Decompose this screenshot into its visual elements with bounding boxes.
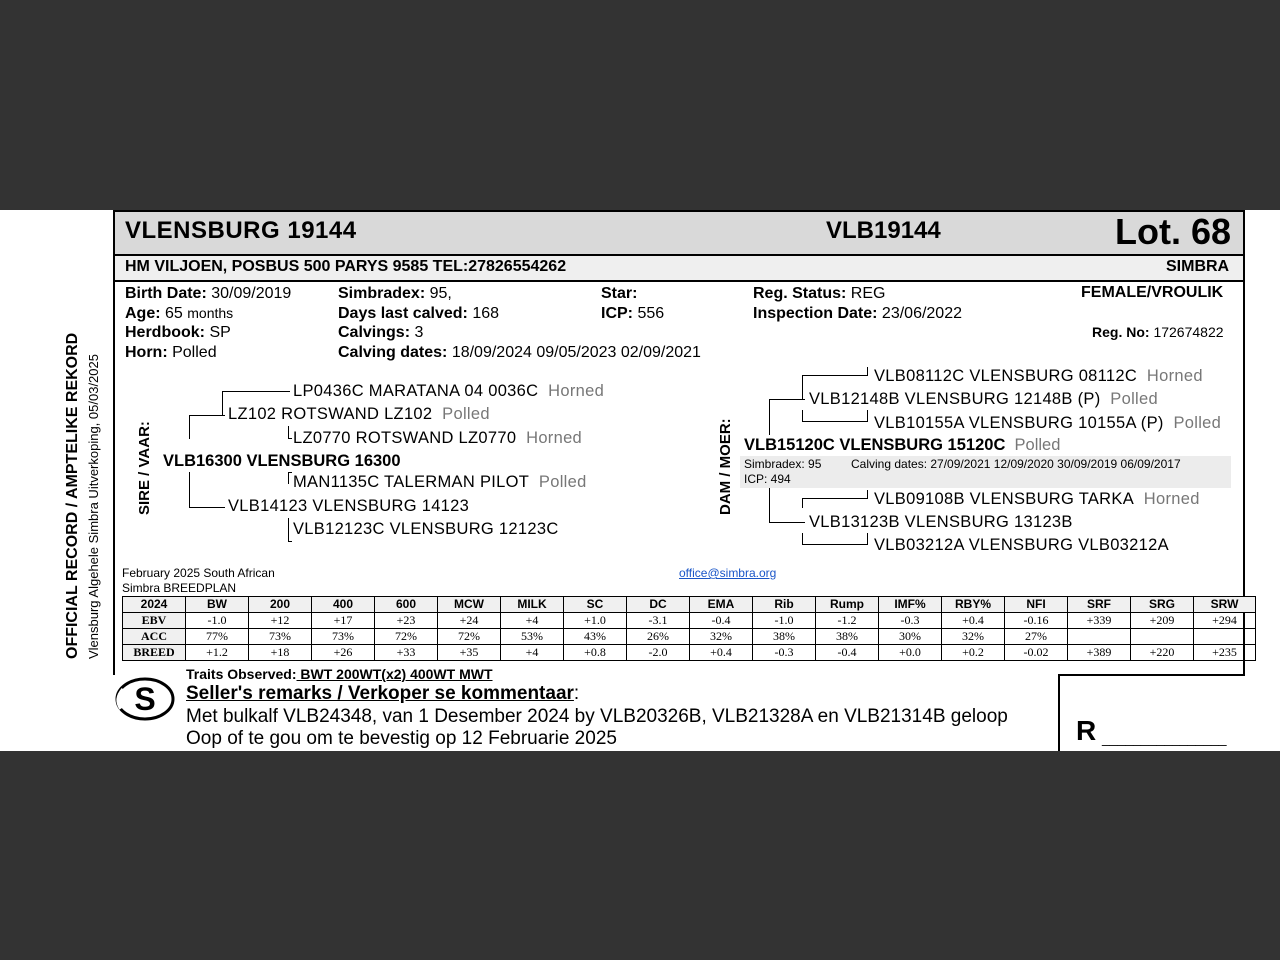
ebv-header-cell: BW: [186, 597, 249, 613]
dam-upper-sire: [874, 367, 1203, 386]
dam-lower: VLB13123B VLENSBURG 13123B: [809, 513, 1073, 531]
days-label: Days last calved:: [338, 304, 468, 322]
ebv-cell: 30%: [879, 629, 942, 645]
sire-name: VLB16300 VLENSBURG 16300: [163, 452, 401, 470]
price-label: R: [1076, 715, 1097, 746]
logo-letter: S: [134, 681, 156, 717]
sire-line: [288, 472, 289, 484]
ebv-header-cell: Rump: [816, 597, 879, 613]
dam-upper-dam-name: VLB10155A VLENSBURG 10155A (P): [874, 414, 1164, 432]
ebv-header-cell: RBY%: [942, 597, 1005, 613]
dam-line: [769, 399, 770, 435]
sire-upper-sire-horn: Horned: [548, 382, 605, 400]
traits: [186, 666, 493, 682]
ebv-cell: +35: [438, 645, 501, 661]
ebv-cell: -0.16: [1005, 613, 1068, 629]
ebv-row: [123, 629, 1256, 645]
ebv-cell: +0.4: [942, 613, 1005, 629]
ebv-cell: +4: [501, 645, 564, 661]
dam-upper-name: VLB12148B VLENSBURG 12148B (P): [809, 390, 1101, 408]
ebv-cell: -2.0: [627, 645, 690, 661]
sire-lower-sire-name: MAN1135C TALERMAN PILOT: [293, 473, 530, 491]
sire-upper-dam: [293, 429, 582, 448]
star-label: Star:: [601, 285, 638, 302]
dam-line: [867, 367, 868, 376]
ebv-cell: 43%: [564, 629, 627, 645]
info-col4: [753, 284, 962, 323]
dam-upper-dam-horn: Polled: [1173, 414, 1222, 432]
calving-dates: 18/09/2024 09/05/2023 02/09/2021: [451, 343, 701, 361]
simbradex: 95,: [429, 285, 452, 302]
breed: SIMBRA: [1166, 258, 1230, 275]
calvings-label: Calvings:: [338, 324, 411, 341]
ebv-header-cell: EMA: [690, 597, 753, 613]
sire-line: [288, 438, 292, 439]
official-record-label: OFFICIAL RECORD / AMPTELIKE REKORD: [64, 332, 81, 659]
ebv-cell: 73%: [249, 629, 312, 645]
dam-upper-dam: [874, 414, 1221, 433]
dam-simbradex: Simbradex: 95: [744, 457, 822, 471]
sire-upper-dam-name: LZ0770 ROTSWAND LZ0770: [293, 429, 517, 447]
calving-dates-label: Calving dates:: [338, 343, 448, 361]
reg-no-label: Reg. No:: [1092, 324, 1150, 340]
simbradex-label: Simbradex:: [338, 285, 426, 302]
sire-side-label: SIRE / VAAR:: [136, 421, 153, 515]
remarks-line2: Oop of te gou om te bevestig op 12 Februarie 2025: [186, 728, 617, 749]
traits-label: Traits Observed:: [186, 666, 297, 682]
sire-line: [189, 472, 190, 508]
ebv-row-label: BREED: [123, 645, 186, 661]
calvings: 3: [414, 324, 424, 341]
ebv-header-cell: SRG: [1131, 597, 1194, 613]
dam-line: [802, 421, 868, 422]
sire-upper-sire-name: LP0436C MARATANA 04 0036C: [293, 382, 539, 400]
ebv-cell: +4: [501, 613, 564, 629]
sire-line: [189, 507, 225, 508]
sire-upper: [228, 405, 490, 424]
days: 168: [472, 304, 500, 322]
dam-calving: Calving dates: 27/09/2021 12/09/2020 30/09/2019 06/09/2017: [851, 457, 1181, 471]
sire-line: [288, 518, 289, 542]
ebv-cell: 73%: [312, 629, 375, 645]
dam-name-line: [744, 436, 1060, 455]
ebv-cell: 38%: [816, 629, 879, 645]
ebv-cell: +339: [1068, 613, 1131, 629]
sex: FEMALE/VROULIK: [1081, 284, 1224, 301]
reg-status-label: Reg. Status:: [753, 285, 847, 302]
icp-label: ICP:: [601, 304, 633, 322]
horn-label: Horn:: [125, 343, 168, 361]
ebv-row: [123, 645, 1256, 661]
ebv-cell: -1.0: [753, 613, 816, 629]
ebv-header-cell: 2024: [123, 597, 186, 613]
ebv-cell: +17: [312, 613, 375, 629]
ebv-cell: +33: [375, 645, 438, 661]
ebv-cell: +235: [1194, 645, 1256, 661]
inspection: 23/06/2022: [881, 304, 962, 322]
dam-line: [802, 375, 868, 376]
ebv-cell: 77%: [186, 629, 249, 645]
dam-lower-sire-horn: Horned: [1143, 490, 1200, 508]
ebv-cell: -0.3: [879, 613, 942, 629]
sire-line: [222, 391, 290, 392]
ebv-header-cell: MCW: [438, 597, 501, 613]
ebv-cell: +12: [249, 613, 312, 629]
owner-line: HM VILJOEN, POSBUS 500 PARYS 9585 TEL:27826554262: [125, 258, 567, 275]
dam-line: [769, 399, 805, 400]
ebv-header-cell: 600: [375, 597, 438, 613]
ebv-cell: 32%: [690, 629, 753, 645]
ebv-cell: 27%: [1005, 629, 1068, 645]
horn: Polled: [172, 343, 217, 361]
ebv-row-label: ACC: [123, 629, 186, 645]
ebv-cell: 32%: [942, 629, 1005, 645]
dam-side-label: DAM / MOER:: [717, 418, 734, 515]
remarks-title: [186, 683, 579, 705]
herdbook-label: Herdbook:: [125, 324, 205, 341]
ebv-header-cell: NFI: [1005, 597, 1068, 613]
dam-line: [802, 498, 803, 508]
sire-upper-horn: Polled: [442, 405, 490, 423]
ebv-header-cell: DC: [627, 597, 690, 613]
dam-upper-horn: Polled: [1110, 390, 1158, 408]
ebv-header-cell: 400: [312, 597, 375, 613]
sire-lower-sire-horn: Polled: [538, 473, 587, 491]
ebv-cell: +1.2: [186, 645, 249, 661]
auction-label: Vlensburg Algehele Simbra Uitverkoping, 05/03/2025: [86, 354, 101, 659]
ebv-cell: +0.2: [942, 645, 1005, 661]
ebv-cell: -1.0: [186, 613, 249, 629]
age-unit: months: [187, 304, 234, 321]
dam-line: [867, 410, 868, 422]
ebv-cell: -0.4: [690, 613, 753, 629]
ebv-cell: 53%: [501, 629, 564, 645]
ebv-header-cell: IMF%: [879, 597, 942, 613]
age-label: Age:: [125, 304, 161, 322]
dam-line: [769, 487, 770, 523]
ebv-cell: +220: [1131, 645, 1194, 661]
simbra-logo-icon: [112, 672, 178, 728]
dam-name: VLB15120C VLENSBURG 15120C: [744, 436, 1006, 454]
ebv-cell: +294: [1194, 613, 1256, 629]
dam-lower-dam: VLB03212A VLENSBURG VLB03212A: [874, 536, 1169, 554]
reg-no: [1092, 324, 1224, 340]
sire-line: [189, 415, 190, 439]
reg-status: REG: [850, 285, 886, 302]
ebv-cell: +18: [249, 645, 312, 661]
info-col1: [125, 284, 291, 362]
dam-upper-sire-name: VLB08112C VLENSBURG 08112C: [874, 367, 1138, 385]
ebv-cell: +23: [375, 613, 438, 629]
ebv-row-label: EBV: [123, 613, 186, 629]
sire-line: [189, 415, 225, 416]
sire-line: [222, 391, 223, 415]
dam-line: [802, 544, 868, 545]
ebv-header-cell: SRW: [1194, 597, 1256, 613]
animal-name: VLENSBURG 19144: [125, 217, 357, 244]
price-blank[interactable]: ________________: [1102, 730, 1227, 746]
breedplan-line2: Simbra BREEDPLAN: [122, 581, 237, 595]
ebv-cell: 38%: [753, 629, 816, 645]
age: 65: [165, 304, 183, 322]
ebv-cell: +209: [1131, 613, 1194, 629]
breedplan-line1: February 2025 South African: [122, 566, 275, 580]
ebv-cell: -3.1: [627, 613, 690, 629]
email-link[interactable]: office@simbra.org: [679, 566, 777, 580]
birth-date: 30/09/2019: [211, 285, 292, 302]
ebv-header-cell: SRF: [1068, 597, 1131, 613]
remarks-label: Seller's remarks / Verkoper se kommentaar: [186, 683, 574, 704]
ebv-cell: 26%: [627, 629, 690, 645]
herdbook: SP: [209, 324, 231, 341]
dam-line: [867, 490, 868, 499]
ebv-cell: +26: [312, 645, 375, 661]
ebv-header-cell: MILK: [501, 597, 564, 613]
ebv-cell: [1131, 629, 1194, 645]
birth-date-label: Birth Date:: [125, 285, 207, 302]
sire-line: [288, 541, 292, 542]
sire-lower: VLB14123 VLENSBURG 14123: [228, 497, 470, 515]
sire-upper-name: LZ102 ROTSWAND LZ102: [228, 405, 433, 423]
ebv-cell: +24: [438, 613, 501, 629]
dam-line: [769, 522, 805, 523]
dam-lower-sire: [874, 490, 1200, 509]
ebv-cell: [1068, 629, 1131, 645]
remarks-colon: :: [573, 683, 580, 704]
ebv-cell: +0.4: [690, 645, 753, 661]
ebv-cell: 72%: [375, 629, 438, 645]
lot-card: [0, 210, 1280, 751]
icp: 556: [637, 304, 665, 322]
sire-upper-dam-horn: Horned: [526, 429, 583, 447]
sire-lower-sire: [293, 473, 587, 492]
ebv-cell: +0.8: [564, 645, 627, 661]
dam-line: [802, 375, 803, 399]
dam-upper: [809, 390, 1158, 409]
traits-value: BWT 200WT(x2) 400WT MWT: [296, 666, 493, 682]
ebv-row: [123, 613, 1256, 629]
dam-horn: Polled: [1014, 436, 1061, 454]
dam-upper-sire-horn: Horned: [1146, 367, 1203, 385]
ebv-cell: +389: [1068, 645, 1131, 661]
ebv-cell: [1194, 629, 1256, 645]
ebv-header-cell: Rib: [753, 597, 816, 613]
ebv-cell: -0.4: [816, 645, 879, 661]
remarks-line1: Met bulkalf VLB24348, van 1 Desember 2024 by VLB20326B, VLB21328A en VLB21314B geloop: [186, 706, 1008, 727]
info-col3: [601, 284, 664, 323]
ebv-cell: 72%: [438, 629, 501, 645]
ebv-cell: -1.2: [816, 613, 879, 629]
sire-line: [288, 472, 292, 473]
lot-number: Lot. 68: [1115, 211, 1232, 252]
dam-icp: ICP: 494: [744, 472, 791, 486]
inspection-label: Inspection Date:: [753, 304, 878, 322]
dam-line: [802, 498, 868, 499]
ebv-cell: +0.0: [879, 645, 942, 661]
reg-no-value: 172674822: [1153, 324, 1224, 340]
ebv-table: [122, 596, 1256, 661]
ebv-cell: -0.3: [753, 645, 816, 661]
dam-line: [867, 533, 868, 545]
ebv-header-cell: SC: [564, 597, 627, 613]
sire-upper-sire: [293, 382, 604, 401]
dam-lower-sire-name: VLB09108B VLENSBURG TARKA: [874, 490, 1135, 508]
ebv-header-cell: 200: [249, 597, 312, 613]
ebv-cell: -0.02: [1005, 645, 1068, 661]
ebv-cell: +1.0: [564, 613, 627, 629]
sire-lower-dam: VLB12123C VLENSBURG 12123C: [293, 520, 559, 538]
reg-code: VLB19144: [826, 217, 941, 244]
